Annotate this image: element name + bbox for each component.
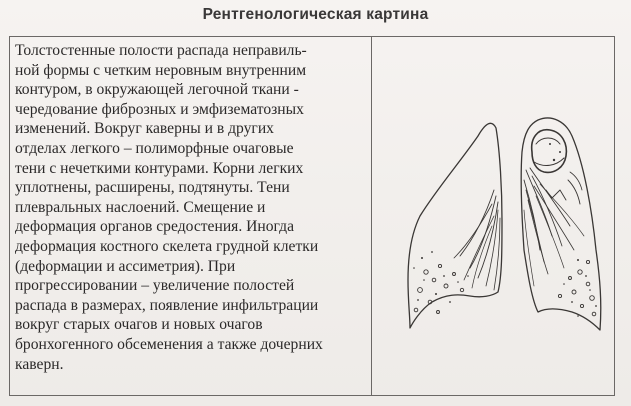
cavity-outline (532, 130, 567, 173)
lungs-xray-sketch-icon (374, 40, 612, 392)
description-text (15, 41, 367, 374)
text-line: ной формы с четким неровным внутренним (15, 61, 307, 79)
text-line: каверн. (15, 355, 64, 373)
text-line: деформация костного скелета грудной клетки (15, 237, 319, 255)
text-line: уплотнены, расширены, подтянуты. Тени (15, 179, 290, 197)
nodule-shadows (414, 260, 596, 315)
text-line: отделах легкого – полиморфные очаговые (15, 139, 294, 157)
dot-shadows (413, 143, 597, 317)
text-line: тени с нечеткими контурами. Корни легких (15, 159, 304, 177)
description-table (9, 36, 615, 396)
text-line: изменений. Вокруг каверны и в других (15, 120, 274, 138)
text-line: вокруг старых очагов и новых очагов (15, 316, 263, 334)
text-line: плевральных наслоений. Смещение и (15, 198, 266, 216)
text-line: (деформации и ассиметрия). При (15, 257, 236, 275)
column-divider (371, 37, 372, 395)
text-line: контуром, в окружающей легочной ткани - (15, 81, 299, 99)
lungs-illustration (374, 40, 612, 392)
text-line: бронхогенного обсеменения а также дочерних (15, 335, 323, 353)
text-line: Толстостенные полости распада неправиль- (15, 42, 307, 59)
text-line: прогрессировании – увеличение полостей (15, 277, 295, 295)
text-line: деформация органов средостения. Иногда (15, 218, 295, 236)
text-line: чередование фиброзных и эмфизематозных (15, 100, 304, 118)
right-lung-outline (521, 118, 601, 330)
text-line: распада в размерах, появление инфильтрации (15, 296, 319, 314)
page-title: Рентгенологическая картина (202, 6, 429, 23)
